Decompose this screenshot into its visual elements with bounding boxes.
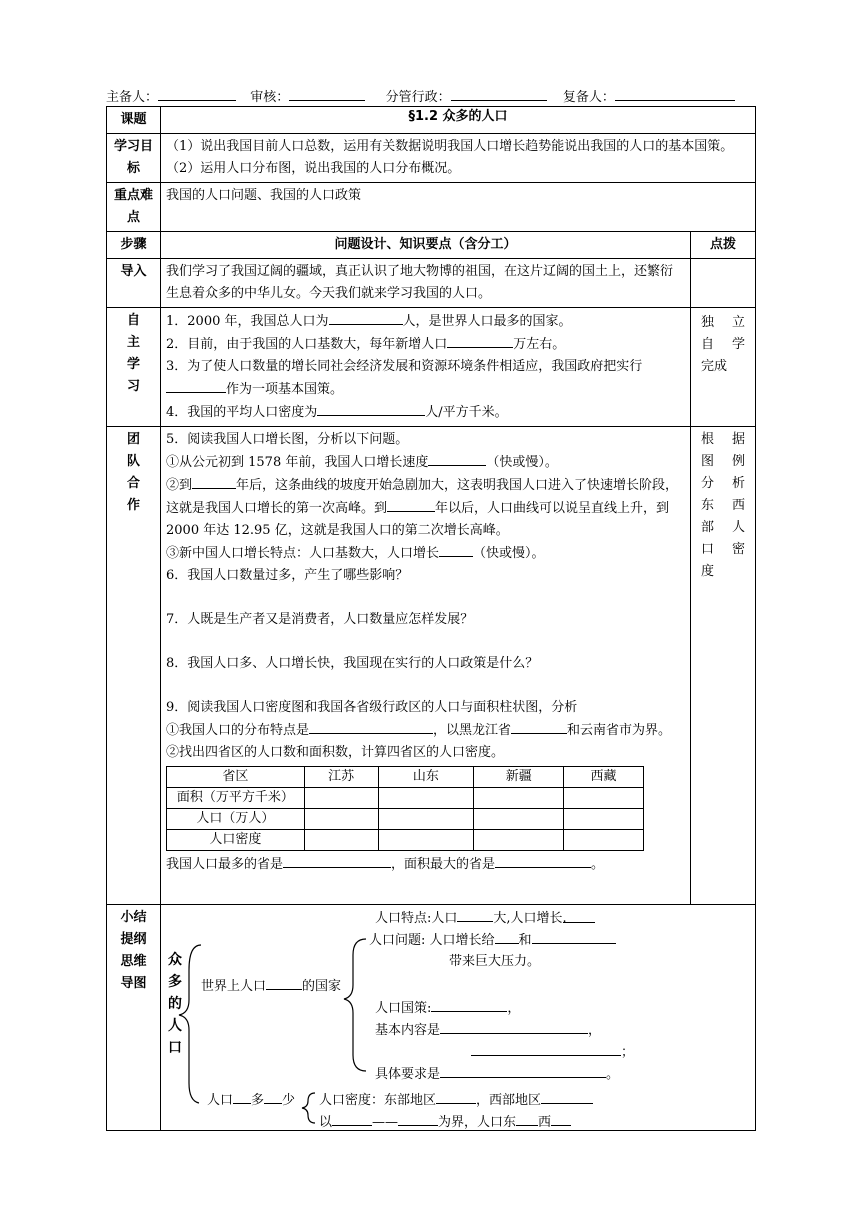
backup-blank[interactable]: [615, 88, 735, 101]
table-cell[interactable]: [474, 830, 564, 851]
t4-blank[interactable]: [440, 1019, 588, 1034]
self-q4: 4．我国的平均人口密度为 人/平方千米。: [166, 401, 685, 424]
province-header-jiangsu: 江苏: [304, 767, 378, 788]
q9-1-blank-b[interactable]: [511, 719, 567, 734]
intro-text: 我们学习了我国辽阔的疆域，真正认识了地大物博的祖国，在这片辽阔的国土上，还繁衍生息着众多的中华儿女。今天我们就来学习我国的人口。: [161, 259, 691, 308]
d2-blank-b[interactable]: [398, 1111, 438, 1126]
b1-blank[interactable]: [266, 975, 302, 990]
d1-blank-b[interactable]: [541, 1089, 593, 1104]
province-header-xizang: 西藏: [564, 767, 644, 788]
t2-blank-b[interactable]: [532, 929, 616, 944]
team-q7: 7．人既是生产者又是消费者，人口数量应怎样发展？: [166, 612, 474, 627]
self-q2: 2．目前，由于我国的人口基数大，每年新增人口 万左右。: [166, 333, 685, 356]
mind-root: 众多的人口: [168, 952, 182, 1056]
team-q6: 6．我国人口数量过多，产生了哪些影响？: [166, 568, 409, 583]
q3-blank[interactable]: [166, 378, 226, 393]
admin-label: 分管行政：: [385, 90, 451, 105]
q9-3-blank-b[interactable]: [495, 853, 591, 868]
team-q9-2: ②找出四省区的人口数和面积数，计算四省区的人口密度。: [166, 745, 505, 760]
self-study-questions: [161, 308, 691, 427]
team-q5-2: ②到 年后，这条曲线的坡度开始急剧加大，这表明我国人口进入了快速增长阶段，这就是我国人口增长的第一次高峰。到 年以后，人口曲线可以说呈直线上升，到 2000 年达 12.95 亿，这就是我国人口的第二次增长高峰。: [166, 474, 685, 542]
lesson-plan-table: [106, 106, 756, 1131]
table-cell[interactable]: [304, 788, 378, 809]
node-problems: 人口问题: 人口增长给 和: [369, 929, 616, 952]
summary-label: 小结提纲思维导图: [107, 905, 161, 1131]
team-tip: 根 据 图 例 分 析 东 西 部 人 口 密 度: [691, 427, 756, 905]
self-q1: 1．2000 年，我国总人口为 人，是世界人口最多的国家。: [166, 310, 685, 333]
b2-blank-b[interactable]: [264, 1089, 282, 1104]
node-policy: 人口国策: ，: [375, 997, 520, 1020]
lead-blank[interactable]: [158, 88, 236, 101]
team-q5-1: ①从公元初到 1578 年前，我国人口增长速度 （快或慢）。: [166, 451, 685, 474]
team-q9-3: 我国人口最多的省是 ，面积最大的省是 。: [166, 853, 685, 876]
province-header-xinjiang: 新疆: [474, 767, 564, 788]
header-line: [106, 86, 746, 105]
q5-2-blank-a[interactable]: [192, 474, 236, 489]
table-cell[interactable]: [474, 809, 564, 830]
team-q9: 9．阅读我国人口密度图和我国各省级行政区的人口与面积柱状图，分析: [166, 700, 578, 715]
node-problems-cont: 带来巨大压力。: [449, 954, 541, 969]
steps-label: 步骤: [107, 232, 161, 259]
topic-title: §1.2 众多的人口: [161, 107, 756, 134]
backup-label: 复备人：: [562, 90, 615, 105]
table-cell[interactable]: [564, 809, 644, 830]
t3-blank[interactable]: [431, 997, 507, 1012]
node-content: 基本内容是 ，: [375, 1019, 601, 1042]
goals-text: （1）说出我国目前人口总数，运用有关数据说明我国人口增长趋势能说出我国的人口的基本国策。（2）运用人口分布图，说出我国的人口分布概况。: [161, 134, 756, 183]
q9-1-blank-a[interactable]: [309, 719, 433, 734]
q5-2-blank-b[interactable]: [387, 497, 435, 512]
node-features: 人口特点:人口 大,人口增长.: [375, 907, 595, 930]
table-cell[interactable]: [474, 788, 564, 809]
table-cell[interactable]: [378, 788, 474, 809]
d2-blank-a[interactable]: [332, 1111, 372, 1126]
steps-right-header: 点拨: [691, 232, 756, 259]
table-cell[interactable]: [304, 809, 378, 830]
review-label: 审核：: [250, 90, 290, 105]
table-cell[interactable]: [378, 830, 474, 851]
node-content-cont: ；: [471, 1041, 634, 1064]
node-requirements: 具体要求是 。: [375, 1063, 619, 1086]
key-label: 重点难点: [107, 183, 161, 232]
d1-blank-a[interactable]: [436, 1089, 476, 1104]
d2-blank-d[interactable]: [551, 1111, 571, 1126]
self-study-label: 自主学习: [107, 308, 161, 427]
team-q5: 5．阅读我国人口增长图，分析以下问题。: [166, 432, 409, 447]
province-header-shandong: 山东: [378, 767, 474, 788]
province-table: [166, 766, 644, 851]
province-header: 省区: [167, 767, 305, 788]
row-area-label: 面积（万平方千米）: [167, 788, 305, 809]
row-density-label: 人口密度: [167, 830, 305, 851]
self-study-tip: 独 立 自 学 完成: [691, 308, 756, 427]
table-cell[interactable]: [378, 809, 474, 830]
steps-middle-header: 问题设计、知识要点（含分工）: [161, 232, 691, 259]
table-cell[interactable]: [564, 830, 644, 851]
table-cell[interactable]: [304, 830, 378, 851]
topic-label: 课题: [107, 107, 161, 134]
team-q8: 8．我国人口多、人口增长快，我国现在实行的人口政策是什么？: [166, 656, 539, 671]
q9-3-blank-a[interactable]: [283, 853, 391, 868]
lead-label: 主备人：: [106, 90, 159, 105]
t2-blank-a[interactable]: [495, 929, 519, 944]
mind-map: [161, 905, 756, 1131]
review-blank[interactable]: [289, 88, 365, 101]
b2-blank-a[interactable]: [233, 1089, 251, 1104]
node-density: 人口密度：东部地区 ，西部地区: [319, 1089, 593, 1112]
row-population-label: 人口（万人）: [167, 809, 305, 830]
t1-blank-b[interactable]: .: [563, 908, 595, 923]
node-boundary: 以 —— 为界，人口东 西: [319, 1111, 571, 1134]
branch-world: 世界上人口 的国家: [201, 975, 341, 998]
q5-1-blank[interactable]: [428, 451, 486, 466]
q2-blank[interactable]: [447, 333, 513, 348]
q4-blank[interactable]: [317, 401, 425, 416]
d2-blank-c[interactable]: [516, 1111, 538, 1126]
goals-label: 学习目标: [107, 134, 161, 183]
table-cell[interactable]: [564, 788, 644, 809]
team-label: 团队合作: [107, 427, 161, 905]
branch-distribution: 人口 多 少: [207, 1089, 295, 1112]
q1-blank[interactable]: [329, 310, 403, 325]
admin-blank[interactable]: [451, 88, 547, 101]
self-q3: 3．为了使人口数量的增长同社会经济发展和资源环境条件相适应，我国政府把实行作为一项基本国策。: [166, 359, 643, 397]
t6-blank[interactable]: [440, 1063, 606, 1078]
t5-blank[interactable]: [471, 1041, 621, 1056]
key-text: 我国的人口问题、我国的人口政策: [161, 183, 756, 232]
intro-label: 导入: [107, 259, 161, 308]
q5-3-blank[interactable]: [439, 542, 473, 557]
t1-blank-a[interactable]: [457, 907, 493, 922]
intro-tip: [691, 259, 756, 308]
team-q5-3: ③新中国人口增长特点：人口基数大，人口增长 （快或慢）。: [166, 542, 685, 565]
team-questions: [161, 427, 691, 905]
team-q9-1: ①我国人口的分布特点是 ，以黑龙江省 和云南省市为界。: [166, 719, 685, 742]
